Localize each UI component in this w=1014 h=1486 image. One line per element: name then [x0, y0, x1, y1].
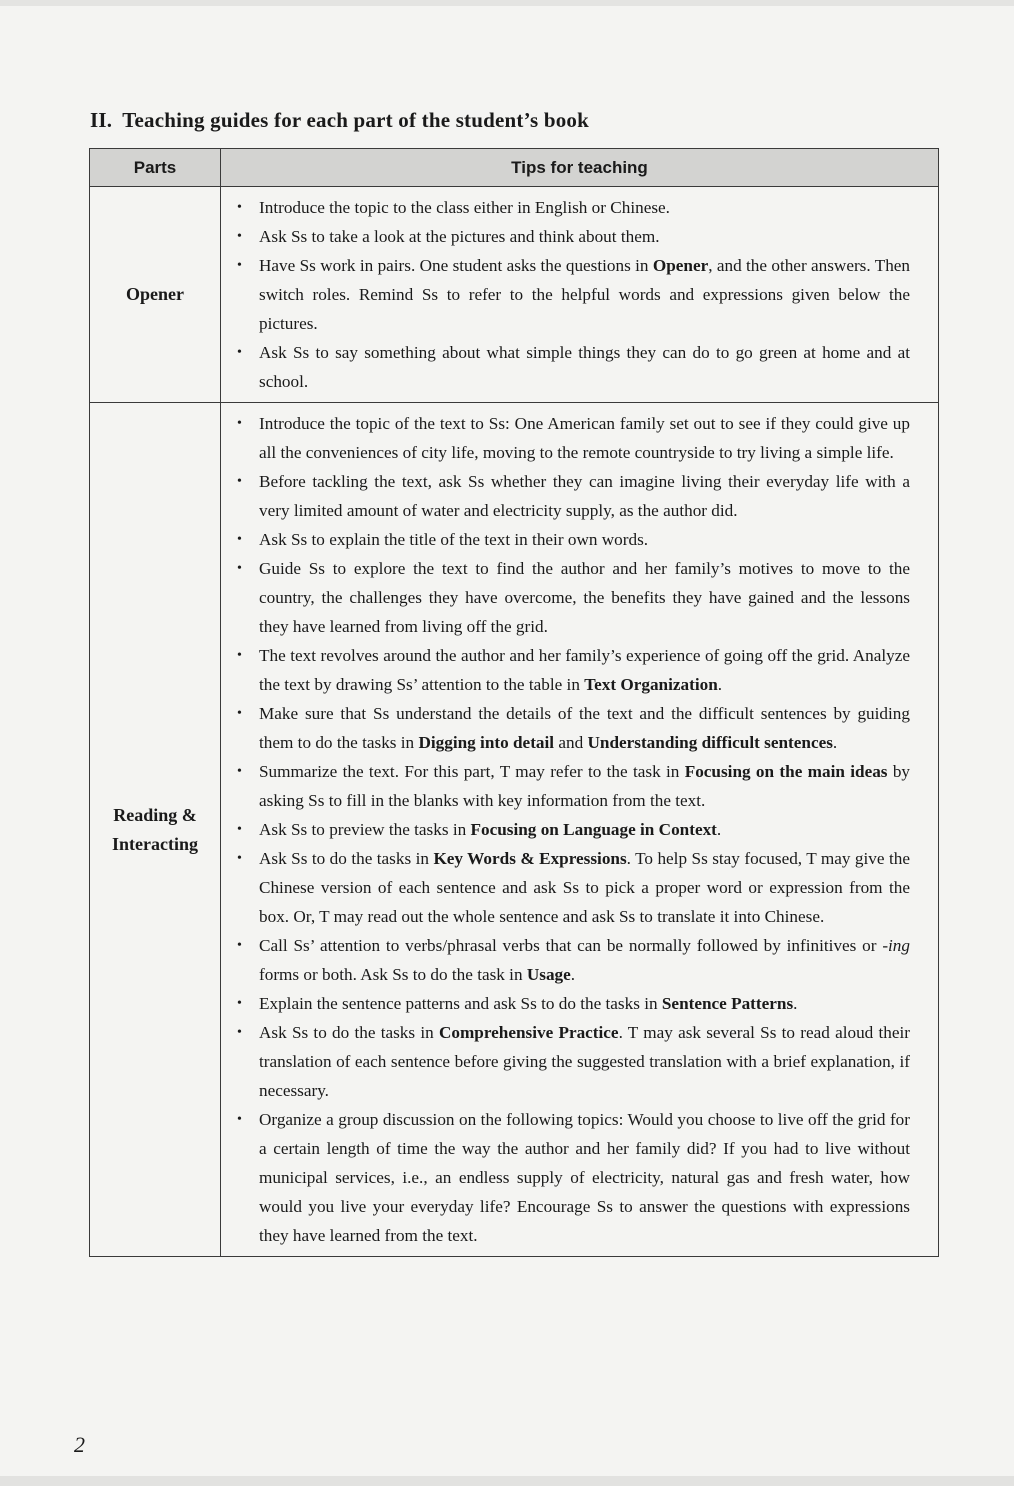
- tips-cell-opener: [221, 187, 939, 403]
- bullet-icon: •: [237, 822, 242, 837]
- tip-text: [259, 646, 910, 694]
- header-tips: Tips for teaching: [221, 149, 939, 187]
- tip-run: Have Ss work in pairs. One student asks the questions in: [259, 256, 653, 275]
- bullet-icon: •: [237, 1025, 242, 1040]
- part-cell-opener: [90, 187, 221, 403]
- section-title-text: Teaching guides for each part of the student’s book: [122, 108, 589, 132]
- part-label-reading-line2: Interacting: [112, 833, 198, 854]
- tip-run: Explain the sentence patterns and ask Ss to do the tasks in: [259, 994, 662, 1013]
- tip-run: Summarize the text. For this part, T may refer to the task in: [259, 762, 685, 781]
- tip-item: [235, 251, 910, 338]
- tip-item: [235, 931, 910, 989]
- tip-text: [259, 559, 910, 636]
- tip-text: [259, 704, 910, 752]
- tip-item: [235, 1018, 910, 1105]
- tip-text: [259, 849, 910, 926]
- tip-text: [259, 198, 670, 217]
- page-top-edge: [0, 0, 1014, 6]
- bullet-icon: •: [237, 416, 242, 431]
- tip-item: [235, 699, 910, 757]
- tip-run: Introduce the topic of the text to Ss: One American family set out to see if they could give up all the conveniences of city life, moving to the remote countryside to try living a simple life.: [259, 414, 910, 462]
- tip-run: .: [716, 820, 722, 839]
- page-number: 2: [74, 1432, 85, 1457]
- tip-text: [259, 936, 910, 984]
- tip-run: .: [717, 675, 723, 694]
- teaching-guide-table: [89, 148, 939, 1257]
- tip-text: [259, 414, 910, 462]
- bullet-icon: •: [237, 229, 242, 244]
- bullet-icon: •: [237, 648, 242, 663]
- tip-text: [259, 994, 797, 1013]
- tip-run: The text revolves around the author and her family’s experience of going off the grid. Analyze the text by drawing Ss’ attention to the table in: [259, 646, 910, 694]
- tip-run: by asking Ss to fill in the blanks with key information from the text.: [259, 762, 911, 810]
- part-cell-reading-interacting: [90, 403, 221, 1257]
- tip-run: forms or both. Ask Ss to do the task in: [259, 965, 527, 984]
- tip-run: .: [832, 733, 838, 752]
- tip-bold-term: Focusing on Language in Context: [470, 820, 717, 839]
- tip-run: Organize a group discussion on the following topics: Would you choose to live off the grid for a certain length of time the way the author and her family did? If you had to live without municipal services, i.e., an endless supply of electricity, natural gas and fresh water, how would you live your everyday life? Encourage Ss to answer the questions with expressions they have learned from the text.: [259, 1110, 910, 1245]
- bullet-icon: •: [237, 532, 242, 547]
- tip-bold-term: Focusing on the main ideas: [684, 762, 888, 781]
- tip-item: [235, 409, 910, 467]
- bullet-icon: •: [237, 996, 242, 1011]
- tip-bold-term: Text Organization: [584, 675, 718, 694]
- tip-bold-term: Opener: [652, 256, 709, 275]
- tip-bold-term: Usage: [526, 965, 571, 984]
- bullet-icon: •: [237, 561, 242, 576]
- header-parts: Parts: [90, 149, 221, 187]
- tip-text: [259, 820, 721, 839]
- tip-item: [235, 641, 910, 699]
- tip-run: Ask Ss to explain the title of the text in their own words.: [259, 530, 649, 549]
- tip-run: Ask Ss to say something about what simple things they can do to go green at home and at school.: [259, 343, 910, 391]
- tip-text: [259, 530, 648, 549]
- tip-item: [235, 525, 910, 554]
- bullet-icon: •: [237, 1112, 242, 1127]
- tip-run: Make sure that Ss understand the details of the text and the difficult sentences by guiding them to do the tasks in: [259, 704, 910, 752]
- tip-run: Ask Ss to do the tasks in: [259, 1023, 439, 1042]
- tip-run: and: [554, 733, 588, 752]
- tip-bold-term: Digging into detail: [418, 733, 555, 752]
- tip-text: [259, 472, 910, 520]
- tip-run: Before tackling the text, ask Ss whether they can imagine living their everyday life with a very limited amount of water and electricity supply, as the author did.: [259, 472, 910, 520]
- table-header-row: [90, 149, 939, 187]
- tip-italic-term: -ing: [882, 936, 910, 955]
- bullet-icon: •: [237, 258, 242, 273]
- bullet-icon: •: [237, 200, 242, 215]
- tip-run: Guide Ss to explore the text to find the author and her family’s motives to move to the country, the challenges they have overcome, the benefits they have gained and the lessons they have learned from living off the grid.: [259, 559, 910, 636]
- page-bottom-edge: [0, 1476, 1014, 1486]
- table-row-reading-interacting: [90, 403, 939, 1257]
- section-title: [90, 108, 589, 133]
- tip-run: , and the other answers. Then switch roles. Remind Ss to refer to the helpful words and expressions given below the pictures.: [259, 256, 911, 333]
- bullet-icon: •: [237, 764, 242, 779]
- tip-text: [259, 1023, 910, 1100]
- tips-cell-reading-interacting: [221, 403, 939, 1257]
- bullet-icon: •: [237, 474, 242, 489]
- tip-run: .: [793, 994, 798, 1013]
- tip-run: Ask Ss to do the tasks in: [259, 849, 434, 868]
- tip-run: Introduce the topic to the class either in English or Chinese.: [259, 198, 670, 217]
- tip-item: [235, 222, 910, 251]
- tip-bold-term: Understanding difficult sentences: [587, 733, 833, 752]
- tip-run: .: [570, 965, 576, 984]
- tip-bold-term: Sentence Patterns: [661, 994, 794, 1013]
- tip-run: Ask Ss to preview the tasks in: [259, 820, 471, 839]
- tip-run: . To help Ss stay focused, T may give the Chinese version of each sentence and ask Ss to pick a proper word or expression from the box. Or, T may read out the whole sentence and ask Ss to translate it into Chinese.: [259, 849, 910, 926]
- part-label-opener: Opener: [126, 284, 184, 304]
- tip-item: [235, 757, 910, 815]
- tip-run: Ask Ss to take a look at the pictures and think about them.: [259, 227, 660, 246]
- tip-item: [235, 815, 910, 844]
- tip-item: [235, 193, 910, 222]
- tip-bold-term: Key Words & Expressions: [433, 849, 627, 868]
- tip-item: [235, 338, 910, 396]
- part-label-reading-line1: Reading &: [113, 804, 197, 825]
- tip-run: Call Ss’ attention to verbs/phrasal verbs that can be normally followed by infinitives or: [259, 936, 883, 955]
- bullet-icon: •: [237, 345, 242, 360]
- tips-list-opener: [235, 193, 910, 396]
- tip-text: [259, 1110, 910, 1245]
- tip-text: [259, 343, 910, 391]
- tip-item: [235, 467, 910, 525]
- tip-run: . T may ask several Ss to read aloud their translation of each sentence before giving the suggested translation with a brief explanation, if necessary.: [259, 1023, 910, 1100]
- tip-text: [259, 762, 910, 810]
- bullet-icon: •: [237, 938, 242, 953]
- tip-text: [259, 256, 910, 333]
- bullet-icon: •: [237, 706, 242, 721]
- tips-list-reading-interacting: [235, 409, 910, 1250]
- section-number: II.: [90, 108, 113, 132]
- tip-item: [235, 1105, 910, 1250]
- bullet-icon: •: [237, 851, 242, 866]
- tip-item: [235, 844, 910, 931]
- tip-item: [235, 554, 910, 641]
- tip-text: [259, 227, 660, 246]
- tip-item: [235, 989, 910, 1018]
- tip-bold-term: Comprehensive Practice: [438, 1023, 619, 1042]
- table-row-opener: [90, 187, 939, 403]
